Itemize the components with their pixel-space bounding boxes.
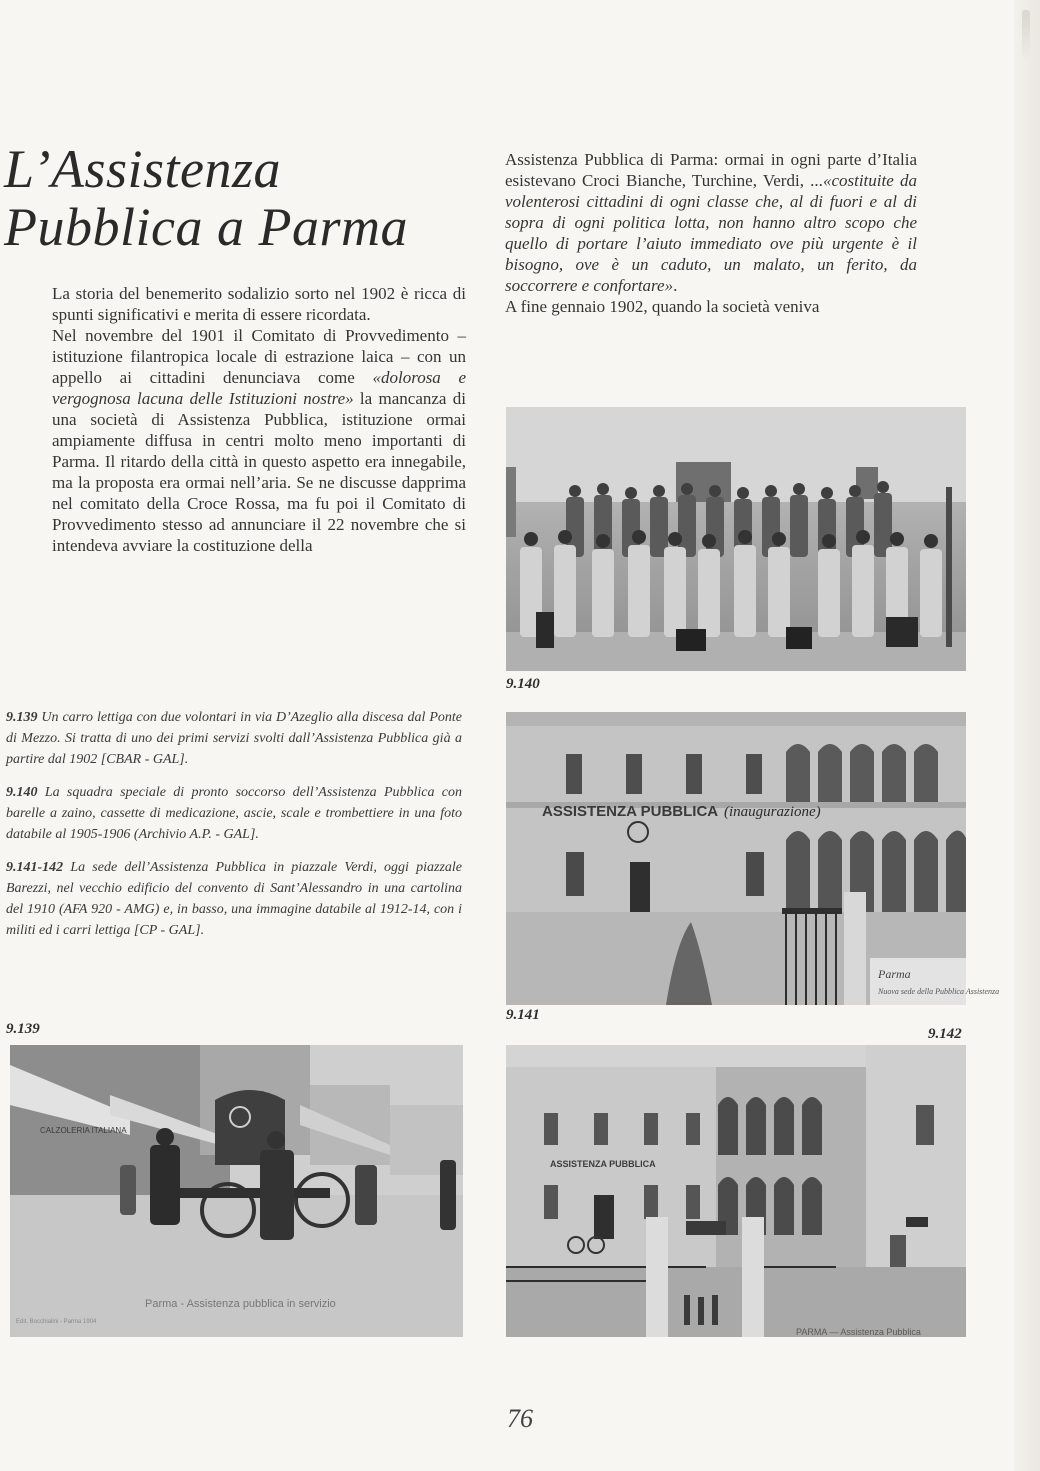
caption-9-141-142-number: 9.141-142: [6, 860, 64, 875]
left-p2-quote: «dolorosa e vergognosa lacuna delle Istituzioni nostre»: [52, 368, 467, 408]
photo-9-139-caption: Parma - Assistenza pubblica in servizio: [145, 1298, 336, 1310]
right-p1-quote: «costituite da volenterosi cittadini di ogni classe che, al di fuori e al di sopra di ogni politica lotta, non hanno altro scopo che quello di portare l’aiuto immediato ove più urgente è il bisogno, ove è un caduto, un malato, un ferito, da soccorrere e confortare»: [505, 171, 917, 295]
photo-9-141: [506, 712, 1000, 1005]
caption-9-141-142: [6, 857, 462, 941]
captions-block: [6, 707, 462, 953]
photo-9-141-image: [506, 712, 1000, 1005]
photo-9-139: [10, 1045, 463, 1337]
page-number: 76: [507, 1404, 533, 1433]
right-paragraph-2: A fine gennaio 1902, quando la società veniva: [505, 297, 820, 316]
title-line-2: Pubblica a Parma: [4, 197, 408, 257]
photo-9-142: [506, 1045, 966, 1337]
left-text-column: [52, 283, 466, 556]
right-text-column: [505, 149, 917, 317]
photo-9-139-image: [10, 1045, 463, 1337]
caption-9-141-142-text: La sede dell’Assistenza Pubblica in piazzale Verdi, oggi piazzale Barezzi, nel vecchio edificio del convento di Sant’Alessandro in una cartolina del 1910 (AFA 920 - AMG) e, in basso, una immagine databile al 1912-14, con i militi ed i carri lettiga [CP - GAL].: [6, 860, 462, 938]
photo-label-9-139: 9.139: [6, 1021, 40, 1037]
binding-mark: [1022, 10, 1030, 58]
photo-9-141-sign: ASSISTENZA PUBBLICA: [542, 803, 719, 820]
right-paragraph-1: [505, 149, 917, 296]
photo-9-142-sign: ASSISTENZA PUBBLICA: [550, 1159, 656, 1169]
caption-9-140-text: La squadra speciale di pronto soccorso dell’Assistenza Pubblica con barelle a zaino, cassette di medicazione, ascie, scale e trombettiere in una foto databile al 1905-1906 (Archivio A.P. - GAL].: [6, 785, 462, 842]
caption-9-140: [6, 782, 462, 845]
title-line-1: L’Assistenza: [4, 139, 282, 199]
photo-9-142-image: [506, 1045, 966, 1337]
photo-label-9-141: 9.141: [506, 1007, 540, 1023]
right-p1-before: Assistenza Pubblica di Parma: ormai in ogni parte d’Italia esistevano Croci Bianche, Turchine, Verdi, ...: [505, 150, 917, 190]
page-edge: [1014, 0, 1040, 1471]
photo-9-141-plate-city: Parma: [878, 967, 911, 981]
caption-9-139-number: 9.139: [6, 710, 38, 725]
photo-9-142-caption: PARMA — Assistenza Pubblica: [796, 1327, 921, 1337]
right-p1-after: .: [673, 276, 678, 295]
photo-label-9-140: 9.140: [506, 676, 540, 692]
photo-9-139-shop-sign: CALZOLERIA ITALIANA: [40, 1126, 127, 1135]
photo-9-141-handwriting: (inaugurazione): [724, 804, 821, 820]
photo-9-139-publisher: Edit. Bocchialini - Parma 1904: [16, 1319, 97, 1325]
photo-9-141-plate-subtitle: Nuova sede della Pubblica Assistenza: [878, 987, 1000, 996]
left-paragraph-1: La storia del benemerito sodalizio sorto nel 1902 è ricca di spunti significativi e merita di essere ricordata.: [52, 284, 466, 324]
photo-9-140: [506, 407, 966, 671]
caption-9-139: [6, 707, 462, 770]
caption-9-139-text: Un carro lettiga con due volontari in via D’Azeglio alla discesa dal Ponte di Mezzo. Si tratta di uno dei primi servizi svolti dall’Assistenza Pubblica già a partire dal 1902 [CBAR - GAL].: [6, 710, 462, 767]
left-p2-before: Nel novembre del 1901 il Comitato di Provvedimento – istituzione filantropica locale di estrazione laica – con un appello ai cittadini denunciava come: [52, 326, 466, 387]
page-title: [4, 140, 408, 256]
caption-9-140-number: 9.140: [6, 785, 38, 800]
photo-9-140-image: [506, 407, 966, 671]
left-p2-after: la mancanza di una società di Assistenza Pubblica, istituzione ormai ampiamente diffusa in centri molto meno importanti di Parma. Il ritardo della città in questo aspetto era innegabile, ma la proposta era ormai nell’aria. Se ne discusse dapprima nel comitato della Croce Rossa, ma fu poi il Comitato di Provvedimento stesso ad annunciare il 22 novembre che si intendeva avviare la costituzione della: [52, 389, 466, 555]
left-paragraph-2: [52, 325, 466, 556]
photo-label-9-142: 9.142: [928, 1026, 962, 1042]
